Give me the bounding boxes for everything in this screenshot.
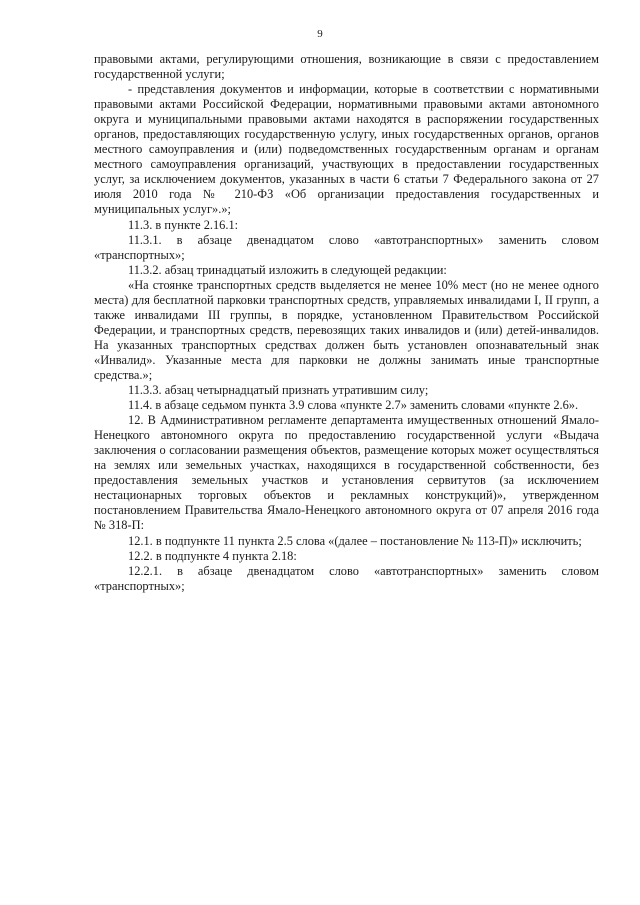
paragraph: 11.3. в пункте 2.16.1: bbox=[128, 217, 239, 232]
page-number: 9 bbox=[317, 28, 323, 40]
paragraph: «На стоянке транспортных средств выделяется не менее 10% мест (но не менее одного места) для бесплатной парковки транспортных средств, управляемых инвалидами I, II групп, а также инвалидами III группы, в порядке, установленном Правительством Российской Федерации, и транспортных средств, перевозящих таких инвалидов и (или) детей-инвалидов. На указанных транспортных средствах должен быть установлен опознавательный знак «Инвалид». Указанные места для парковки не должны занимать иные транспортные средства.»; bbox=[94, 277, 599, 382]
paragraph: 11.3.1. в абзаце двенадцатом слово «автотранспортных» заменить словом «транспортных»; bbox=[94, 232, 599, 262]
paragraph: 11.3.3. абзац четырнадцатый признать утратившим силу; bbox=[128, 383, 429, 398]
paragraph: - представления документов и информации, которые в соответствии с нормативными правовыми актами Российской Федерации, нормативными правовыми актами автономного округа и муниципальными правовыми актами находятся в распоряжении государственных органов, предоставляющих государственную услугу, иных государственных органов, органов местного самоуправления и (или) подведомственных государственным органам и органам местного самоуправления организаций, участвующих в предоставлении государственных услуг, за исключением документов, указанных в части 6 статьи 7 Федерального закона от 27 июля 2010 года № 210-ФЗ «Об организации предоставления государственных и муниципальных услуг».»; bbox=[94, 82, 599, 217]
paragraph: правовыми актами, регулирующими отношения, возникающие в связи с предоставлением государственной услуги; bbox=[94, 52, 599, 82]
paragraph: 11.3.2. абзац тринадцатый изложить в следующей редакции: bbox=[128, 262, 447, 277]
paragraph: 12.1. в подпункте 11 пункта 2.5 слова «(далее – постановление № 113-П)» исключить; bbox=[128, 533, 582, 548]
paragraph: 12. В Административном регламенте департамента имущественных отношений Ямало-Ненецкого автономного округа по предоставлению государственной услуги «Выдача заключения о согласовании размещения объектов, размещение которых может осуществляться на землях или земельных участках, находящихся в государственной собственности, без предоставления земельных участков и установления сервитутов (за исключением нестационарных торговых объектов и рекламных конструкций)», утвержденном постановлением Правительства Ямало-Ненецкого автономного округа от 07 апреля 2016 года № 318-П: bbox=[94, 413, 599, 533]
paragraph: 12.2.1. в абзаце двенадцатом слово «автотранспортных» заменить словом «транспортных»; bbox=[94, 563, 599, 593]
paragraph: 11.4. в абзаце седьмом пункта 3.9 слова «пункте 2.7» заменить словами «пункте 2.6». bbox=[128, 398, 579, 413]
document-body bbox=[94, 52, 599, 594]
paragraph: 12.2. в подпункте 4 пункта 2.18: bbox=[128, 548, 297, 563]
